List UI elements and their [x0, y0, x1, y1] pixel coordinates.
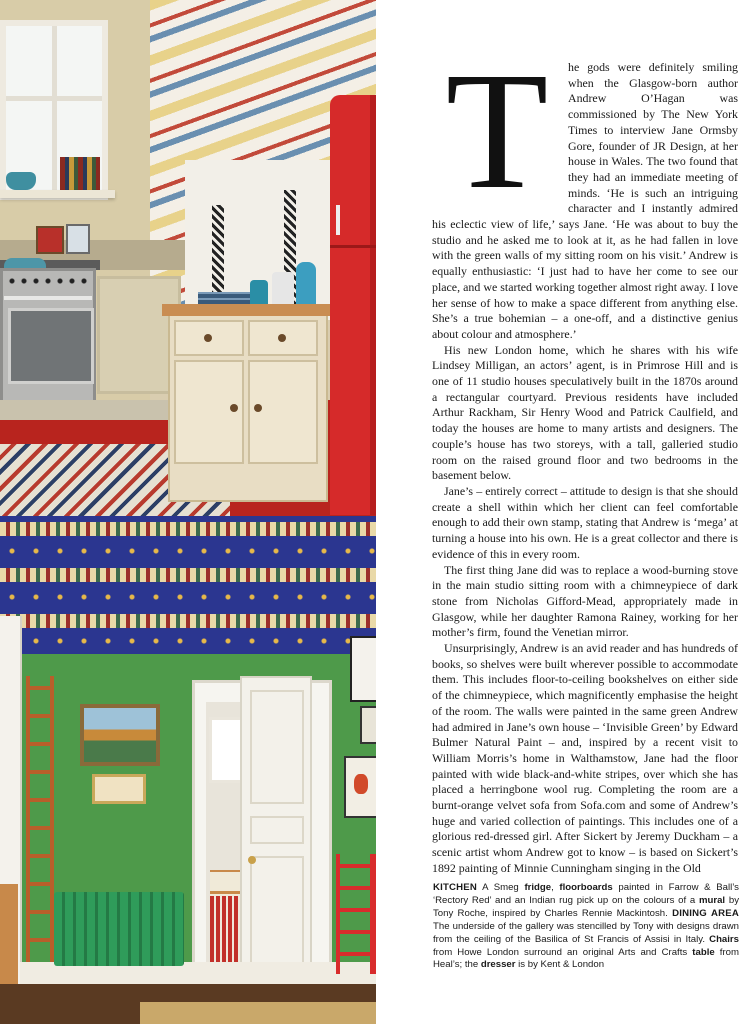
caption-text: from Heal’s; the [433, 946, 739, 971]
kitchen-photo [0, 0, 376, 516]
caption-bold: dresser [480, 959, 516, 971]
caption-text: The underside of the gallery was stencilled by Tony with designs drawn from the ceiling of the Basilica of St Francis of Assisi in Italy. [433, 920, 739, 945]
caption-text: , [551, 882, 560, 893]
caption-text: A Smeg [477, 882, 525, 893]
dining-area-photo [0, 516, 376, 1024]
green-radiator [54, 892, 184, 966]
photo-caption [433, 882, 739, 972]
caption-text: by Tony Roche, inspired by Charles Rennie Mackintosh. [433, 894, 739, 919]
kitchen-shelf [0, 190, 115, 198]
floor-shade [0, 400, 170, 420]
paragraph: Jane’s – entirely correct – attitude to design is that she should create a shell within which her client can feel comfortable enough to add their own stamp, stating that Andrew is ‘mega’ at turning a house into his own. He is a great collector and there is evidence of this in every room. [432, 483, 738, 561]
books [60, 157, 100, 190]
caption-bold: mural [698, 894, 726, 906]
caption-text: is by Kent & London [515, 959, 605, 971]
smeg-fridge [330, 95, 376, 515]
dining-floor [0, 984, 376, 1024]
caption-bold: table [692, 946, 715, 958]
stencilled-ceiling [0, 516, 376, 654]
small-picture [66, 224, 90, 254]
paragraph: Unsurprisingly, Andrew is an avid reader and has hundreds of books, so shelves were built wherever possible to accommodate them. This includes floor-to-ceiling bookshelves on either side of the chimneypiece, which magnificently emphasise the height of the room. The walls were painted in the same green Andrew had admired in Jane’s own house – ‘Invisible Green’ by Edward Bulmer Natural Paint – and, inspired by a recent visit to William Morris’s home in Walthamstow, Jane had the floor painted with wide black-and-white stripes, over which she has placed a herringbone wool rug. Completing the room are a burnt-orange velvet sofa from Sofa.com and some of Andrew’s huge and varied collection of paintings. This includes one of a glorious red-dressed girl. After Sickert by Jeremy Duckham – a scenic artist whom Andrew got to know – is based on Sickert’s 1892 painting of Minnie Cunningham singing in the Old [432, 641, 738, 875]
caption-dining-head: DINING AREA [672, 907, 739, 919]
painted-dresser [168, 312, 328, 502]
paragraph-text: he gods were definitely smiling when the Glasgow-born author Andrew O’Hagan was commissioned by The New York Times to interview Jane Ormsby Gore, founder of JR Design, at her house in Wales. The two found that they had an immediate meeting of minds. ‘He is such an intriguing character and I instantly admired his eclectic view of life,’ says Jane. ‘He was about to buy the studio and he asked me to look at it, as he had fallen in love with the green walls of my sitting room on his visit.’ Andrew is equally enthusiastic: ‘I just had to have her come to see our place, and we started working together almost right away. I love her sense of how to make a space different from anything else. She’s a true bohemian – a one-off, and a distinctive genius about colour and atmosphere.’ [432, 60, 738, 341]
caption-bold: floorboards [559, 882, 613, 893]
paragraph [432, 60, 738, 343]
paragraph: The first thing Jane did was to replace a wood-burning stove in the main studio sitting room with a chimneypiece of dark stone from Nicholas Gifford-Mead, appropriately made in Glasgow, while her daughter Ramona Rainey, working for her mother’s firm, found the Venetian mirror. [432, 562, 738, 640]
open-door [240, 676, 312, 1006]
caption-kitchen-head: KITCHEN [433, 882, 478, 893]
framed-print [360, 706, 376, 744]
library-ladder [26, 676, 54, 966]
caption-bold: Chairs [709, 933, 739, 945]
teal-pot [6, 172, 36, 190]
framed-print [344, 756, 376, 818]
caption-bold: fridge [524, 882, 552, 893]
caption-text: from Howe London surround an original Arts and Crafts [433, 946, 693, 958]
side-table [0, 884, 18, 984]
article-body [432, 60, 738, 877]
drop-cap: T [432, 60, 562, 211]
framed-print [350, 636, 376, 702]
landscape-painting [80, 704, 160, 766]
caption-text: painted in Farrow & Ball’s ‘Rectory Red’ and an Indian rug pick up on the colours of a [433, 882, 739, 906]
small-painting [92, 774, 146, 804]
paragraph: His new London home, which he shares with his wife Lindsey Milligan, an actors’ agent, is in Primrose Hill and is one of 11 studio houses speculatively built in the 1870s around a rectangular courtyard. Previous residents have included Arthur Rackham, Sir Henry Wood and Patrick Caulfield, and today the houses are home to many artists and designers. The couple’s house has two storeys, with a tall, galleried studio room on the raised ground floor and two bedrooms in the basement below. [432, 342, 738, 483]
small-red-picture [36, 226, 64, 254]
red-chair [336, 854, 376, 974]
